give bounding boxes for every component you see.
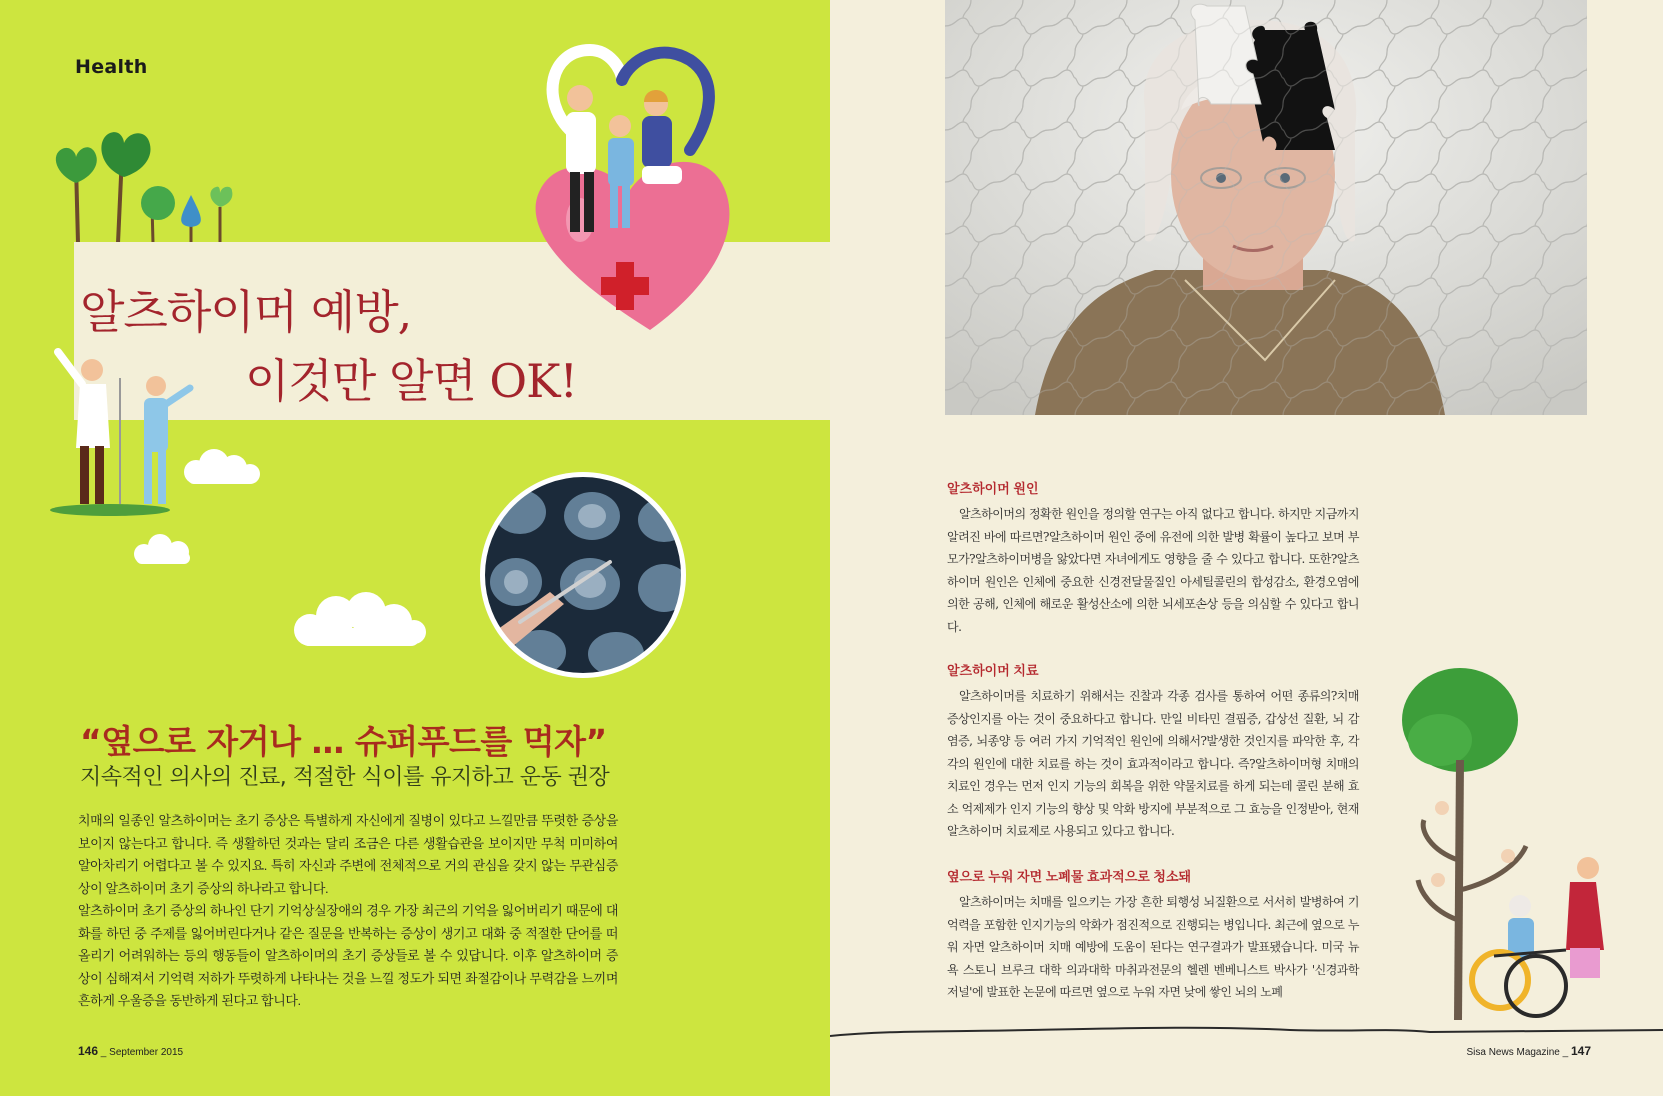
folio-text: _ September 2015 bbox=[98, 1047, 184, 1058]
section-body: 알츠하이머는 치매를 일으키는 가장 흔한 퇴행성 뇌질환으로 서서히 발병하여 기억력을 포함한 인지기능의 악화가 점진적으로 진행되는 병입니다. 최근에 옆으로 누워 자면 알츠하이머 치매 예방에 도움이 된다는 연구결과가 발표됐습니다. 미국 뉴욕 스토니 브루크 대학 의과대학 마취과전문의 헬렌 벤베니스트 박사가 '신경과학 저널'에 발표한 논문에 따르면 옆으로 누워 자면 낮에 쌓인 뇌의 노폐 bbox=[947, 895, 1359, 999]
section-sleep bbox=[947, 866, 1359, 1004]
doctor-patient-illustration bbox=[40, 348, 210, 518]
brain-scan-image bbox=[480, 472, 686, 678]
page-folio-right bbox=[1466, 1044, 1591, 1058]
cloud-icon bbox=[288, 592, 430, 650]
page-number: 146 bbox=[78, 1044, 99, 1058]
cloud-icon bbox=[176, 446, 266, 486]
section-heading: 알츠하이머 원인 bbox=[947, 481, 1039, 496]
cloud-icon bbox=[128, 532, 198, 566]
section-body: 알츠하이머의 정확한 원인을 정의할 연구는 아직 없다고 합니다. 하지만 지금까지 알려진 바에 따르면?알츠하이머 원인 중에 유전에 의한 발병 확률이 높다고 보며 부모가?알츠하이머병을 앓았다면 자녀에게도 영향을 줄 수 있다고 합니다. 또한?알츠하이머 원인은 인체에 중요한 신경전달물질인 아세틸콜린의 합성감소, 환경오염에 의한 공해, 인체에 해로운 활성산소에 의한 뇌세포손상 등을 의심할 수 있다고 합니다. bbox=[947, 507, 1359, 634]
right-page bbox=[830, 0, 1663, 1096]
section-treatment bbox=[947, 660, 1359, 843]
puzzle-portrait-photo bbox=[945, 0, 1587, 415]
section-body: 알츠하이머를 치료하기 위해서는 진찰과 각종 검사를 통하여 어떤 종류의?치매 증상인지를 아는 것이 중요하다고 합니다. 만일 비타민 결핍증, 갑상선 질환, 뇌 감염증, 뇌종양 등 여러 가지 기억적인 원인에 의해서?발생한 것인지를 파악한 후, 각각의 원인에 대한 치료를 하는 것이 효과적이라고 합니다. 즉?알츠하이머형 치매의 치료인 경우는 먼저 인지 기능의 회복을 위한 약물치료를 하게 되는데 콜린 분해 효소 억제제가 인지 기능의 향상 및 악화 방지에 부분적으로 그 효능을 인정받아, 현재 알츠하이머 치료제로 사용되고 있다고 합니다. bbox=[947, 689, 1359, 838]
left-page bbox=[0, 0, 830, 1096]
folio-text: Sisa News Magazine _ bbox=[1466, 1047, 1571, 1058]
section-cause bbox=[947, 478, 1359, 638]
section-heading: 옆으로 누워 자면 노폐물 효과적으로 청소돼 bbox=[947, 869, 1192, 884]
section-label: Health bbox=[75, 56, 148, 78]
trees-illustration bbox=[48, 125, 248, 243]
main-title-line1: 알츠하이머 예방, bbox=[80, 285, 412, 339]
main-title-line2: 이것만 알면 OK! bbox=[245, 354, 577, 408]
quote-subheadline: 지속적인 의사의 진료, 적절한 식이를 유지하고 운동 권장 bbox=[80, 765, 610, 790]
body-paragraph: 알츠하이머 초기 증상의 하나인 단기 기억상실장애의 경우 가장 최근의 기억을 잃어버리기 때문에 대화를 하던 중 주제를 잃어버린다거나 같은 질문을 반복하는 증상이 생기고 대화 중 적절한 단어를 떠올리기 어려워하는 등의 행동들이 알츠하이머의 초기 증상들로 볼 수 있답니다. 이후 알츠하이머 증상이 심해져서 기억력 저하가 뚜렷하게 나타나는 것을 느낄 정도가 되면 좌절감이나 무력감을 느끼며 흔하게 우울증을 동반하게 된다고 합니다. bbox=[78, 903, 618, 1008]
section-heading: 알츠하이머 치료 bbox=[947, 663, 1039, 678]
quote-headline: “옆으로 자거나 … 슈퍼푸드를 먹자” bbox=[80, 722, 607, 761]
family-heart-illustration bbox=[530, 40, 770, 352]
tree-wheelchair-illustration bbox=[1390, 660, 1660, 1040]
page-number: 147 bbox=[1570, 1044, 1591, 1058]
left-body-text bbox=[78, 810, 618, 1013]
body-paragraph: 치매의 일종인 알츠하이머는 초기 증상은 특별하게 자신에게 질병이 있다고 느낄만큼 뚜렷한 증상을 보이지 않는다고 합니다. 즉 생활하던 것과는 달리 조금은 다른 생활습관을 보이지만 무척 미미하여 알아차리기 어렵다고 볼 수 있지요. 특히 자신과 주변에 전체적으로 거의 관심을 갖지 않는 무관심증상이 알츠하이머 초기 증상의 하나라고 합니다. bbox=[78, 813, 618, 896]
page-folio-left bbox=[78, 1044, 183, 1058]
